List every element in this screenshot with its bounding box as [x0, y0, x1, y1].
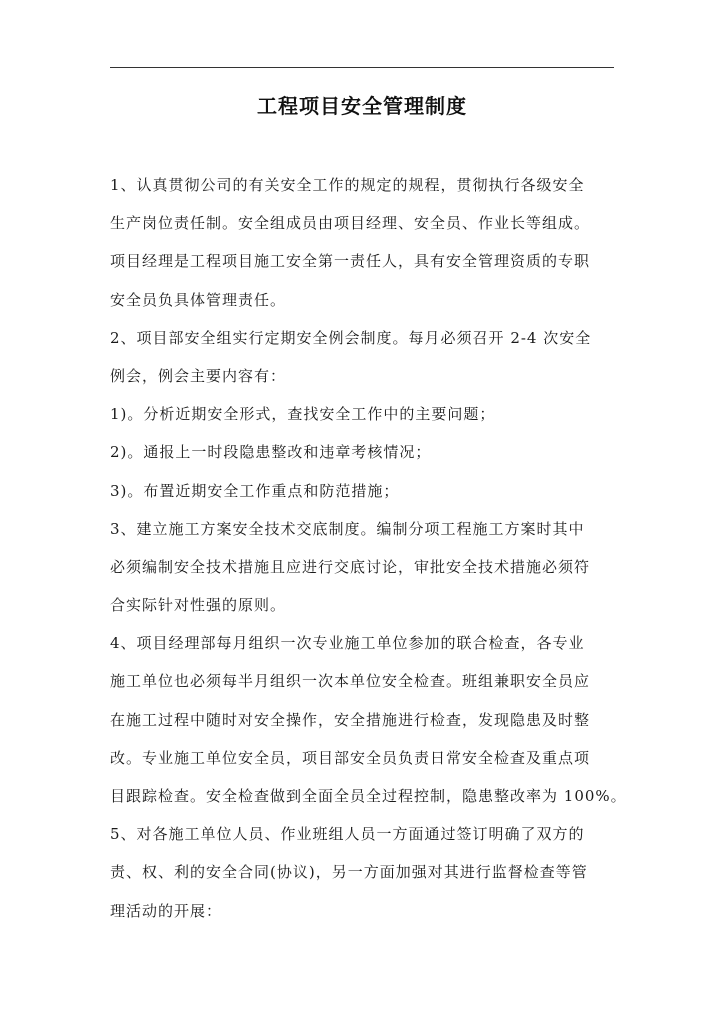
paragraph-line: 改。专业施工单位安全员，项目部安全员负责日常安全检查及重点项	[110, 748, 591, 767]
list-item-line: 2)。通报上一时段隐患整改和违章考核情况；	[110, 443, 432, 462]
header-rule	[110, 67, 614, 68]
paragraph-line: 3、建立施工方案安全技术交底制度。编制分项工程施工方案时其中	[110, 519, 585, 538]
document-body	[110, 166, 627, 930]
paragraph-line: 生产岗位责任制。安全组成员由项目经理、安全员、作业长等组成。	[110, 214, 591, 233]
paragraph-line: 例会，例会主要内容有：	[110, 366, 287, 385]
paragraph-line: 4、项目经理部每月组织一次专业施工单位参加的联合检查，各专业	[110, 634, 585, 653]
list-item-line: 3)。布置近期安全工作重点和防范措施；	[110, 481, 400, 500]
paragraph-line: 1、认真贯彻公司的有关安全工作的规定的规程，贯彻执行各级安全	[110, 176, 585, 194]
paragraph-line: 项目经理是工程项目施工安全第一责任人，具有安全管理资质的专职	[110, 252, 591, 271]
paragraph-line: 必须编制安全技术措施且应进行交底讨论，审批安全技术措施必须符	[110, 557, 591, 576]
paragraph-line: 2、项目部安全组实行定期安全例会制度。每月必须召开 2-4 次安全	[110, 328, 592, 347]
paragraph-line: 5、对各施工单位人员、作业班组人员一方面通过签订明确了双方的	[110, 825, 585, 844]
paragraph-line: 安全员负具体管理责任。	[110, 290, 287, 309]
paragraph-line: 目跟踪检查。安全检查做到全面全员全过程控制，隐患整改率为 100%。	[110, 787, 627, 805]
paragraph-line: 理活动的开展：	[110, 901, 223, 920]
document-title: 工程项目安全管理制度	[257, 94, 467, 118]
list-item-line: 1)。分析近期安全形式，查找安全工作中的主要问题；	[110, 405, 496, 424]
paragraph-line: 施工单位也必须每半月组织一次本单位安全检查。班组兼职安全员应	[110, 672, 591, 691]
paragraph-line: 合实际针对性强的原则。	[110, 596, 287, 615]
paragraph-line: 责、权、利的安全合同(协议)，另一方面加强对其进行监督检查等管	[110, 863, 588, 882]
paragraph-line: 在施工过程中随时对安全操作，安全措施进行检查，发现隐患及时整	[110, 710, 591, 729]
